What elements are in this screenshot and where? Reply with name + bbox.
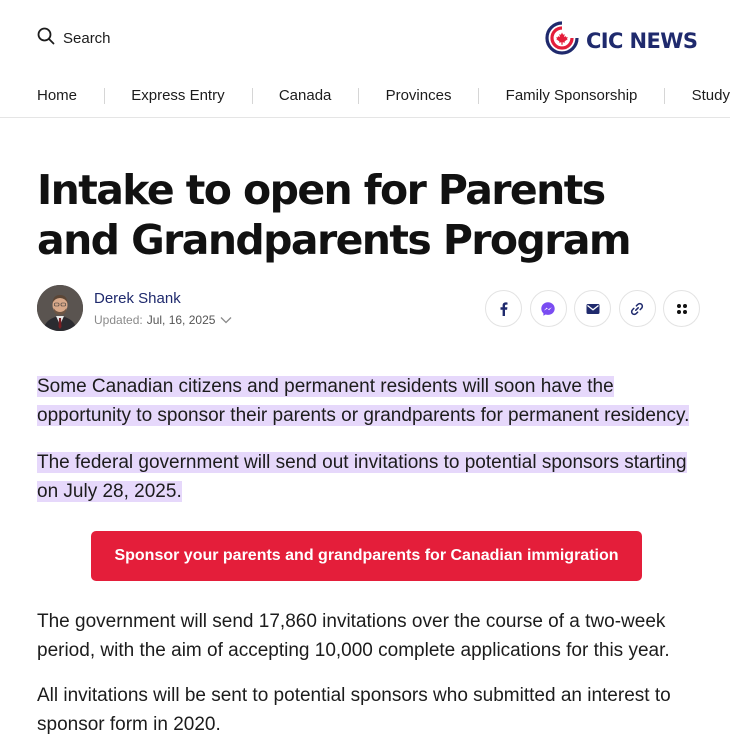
highlighted-paragraph <box>37 448 697 506</box>
author-row <box>37 285 697 333</box>
nav-item-home[interactable]: Home <box>37 87 78 104</box>
article-paragraph: All invitations will be sent to potential sponsors who submitted an interest to sponsor form in 2020. <box>37 685 671 735</box>
link-icon <box>629 301 645 317</box>
author-name[interactable]: Derek Shank <box>94 290 181 307</box>
more-share-button[interactable] <box>663 290 700 327</box>
email-icon <box>585 301 601 317</box>
nav-item-express-entry[interactable]: Express Entry <box>131 87 225 104</box>
more-icon <box>674 301 690 317</box>
avatar[interactable] <box>37 285 83 331</box>
nav-item-provinces[interactable]: Provinces <box>385 87 452 104</box>
logo-text: CIC NEWS <box>586 28 698 53</box>
copy-link-button[interactable] <box>619 290 656 327</box>
highlighted-text: The federal government will send out invitations to potential sponsors starting on July 28, 2025. <box>37 452 687 502</box>
messenger-icon <box>540 301 556 317</box>
chevron-down-icon <box>215 313 232 327</box>
nav-item-canada[interactable]: Canada <box>278 87 332 104</box>
top-bar <box>0 0 730 74</box>
facebook-icon <box>496 301 512 317</box>
sponsor-cta-button[interactable]: Sponsor your parents and grandparents for Canadian immigration <box>91 531 642 581</box>
updated-label: Updated: <box>94 313 143 327</box>
updated-info[interactable] <box>94 313 232 327</box>
article-title: Intake to open for Parents and Grandparents Program <box>37 166 631 264</box>
email-share-button[interactable] <box>574 290 611 327</box>
maple-leaf-logo-icon <box>544 20 580 61</box>
search-button[interactable] <box>37 27 111 50</box>
search-icon <box>37 27 55 50</box>
cic-news-logo[interactable] <box>544 20 697 61</box>
search-label: Search <box>63 30 111 47</box>
highlighted-paragraph <box>37 372 697 430</box>
facebook-share-button[interactable] <box>485 290 522 327</box>
updated-date: Jul, 16, 2025 <box>146 313 216 327</box>
messenger-share-button[interactable] <box>530 290 567 327</box>
nav-item-family-sponsorship[interactable]: Family Sponsorship <box>505 87 638 104</box>
nav-item-study[interactable]: Study <box>691 87 730 104</box>
share-buttons <box>485 290 708 327</box>
main-nav <box>0 74 730 118</box>
highlighted-text: Some Canadian citizens and permanent residents will soon have the opportunity to sponsor their parents or grandparents for permanent residency. <box>37 376 690 426</box>
article-paragraph: The government will send 17,860 invitations over the course of a two-week period, with the aim of accepting 10,000 complete applications for this year. <box>37 611 670 661</box>
